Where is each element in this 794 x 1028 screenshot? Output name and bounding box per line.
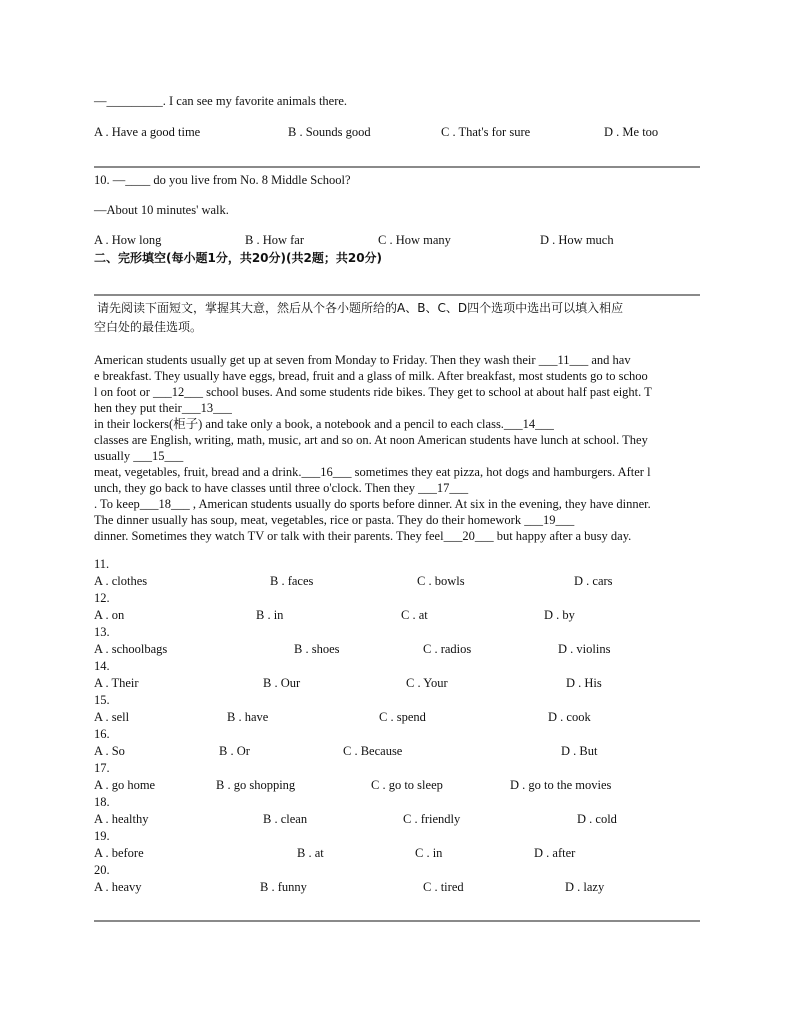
passage-line: unch, they go back to have classes until three o'clock. Then they ___17___ [94,481,469,495]
option-b[interactable]: B . clean [263,812,308,826]
option-d[interactable]: D . by [544,608,575,622]
option-b[interactable]: B . shoes [294,642,340,656]
option-a[interactable]: A . heavy [94,880,142,894]
option-d[interactable]: D . violins [558,642,611,656]
passage-line: usually ___15___ [94,449,184,463]
option-a[interactable]: A . clothes [94,574,148,588]
question-number: 20. [94,863,110,877]
option-c[interactable]: C . go to sleep [371,778,443,792]
passage-line: . To keep___18___ , American students usually do sports before dinner. At six in the evening, they have dinner. [94,497,651,511]
question-number: 13. [94,625,110,639]
q10-answer-line: —About 10 minutes' walk. [94,203,229,217]
passage-line: dinner. Sometimes they watch TV or talk with their parents. They feel___20___ but happy after a busy day. [94,529,632,543]
passage-line: The dinner usually has soup, meat, vegetables, rice or pasta. They do their homework ___19___ [94,513,575,527]
question-number: 14. [94,659,110,673]
instructions-line-1: 请先阅读下面短文，掌握其大意，然后从个各小题所给的A、B、C、D四个选项中选出可以填入相应 [97,301,624,315]
q9-option-b[interactable]: B . Sounds good [288,125,371,139]
option-a[interactable]: A . So [94,744,125,758]
option-c[interactable]: C . Because [343,744,403,758]
option-a[interactable]: A . on [94,608,125,622]
passage-line: l on foot or ___12___ school buses. And some students ride bikes. They get to school at about half past eight. T [94,385,652,399]
question-number: 18. [94,795,110,809]
option-d[interactable]: D . cook [548,710,591,724]
passage-line: American students usually get up at seven from Monday to Friday. Then they wash their ___11___ and hav [94,353,631,367]
q9-option-d[interactable]: D . Me too [604,125,659,139]
option-d[interactable]: D . after [534,846,576,860]
passage-line: hen they put their___13___ [94,401,232,415]
option-c[interactable]: C . at [401,608,428,622]
option-b[interactable]: B . have [227,710,269,724]
option-c[interactable]: C . in [415,846,443,860]
passage-line: e breakfast. They usually have eggs, bread, fruit and a glass of milk. After breakfast, most students go to schoo [94,369,648,383]
option-c[interactable]: C . spend [379,710,426,724]
option-b[interactable]: B . go shopping [216,778,296,792]
option-b[interactable]: B . Our [263,676,301,690]
option-d[interactable]: D . go to the movies [510,778,612,792]
divider [94,166,700,168]
q10-option-d[interactable]: D . How much [540,233,614,247]
passage-line: in their lockers(柜子) and take only a book, a notebook and a pencil to each class.___14___ [94,417,554,431]
option-c[interactable]: C . bowls [417,574,465,588]
instructions-line-2: 空白处的最佳选项。 [94,320,203,334]
option-b[interactable]: B . funny [260,880,307,894]
section-title: 二、完形填空(每小题1分，共20分)(共2题；共20分) [94,251,383,265]
option-b[interactable]: B . Or [219,744,250,758]
option-d[interactable]: D . cold [577,812,617,826]
option-a[interactable]: A . go home [94,778,156,792]
question-number: 12. [94,591,110,605]
q10-option-a[interactable]: A . How long [94,233,162,247]
option-d[interactable]: D . His [566,676,602,690]
q10-option-c[interactable]: C . How many [378,233,451,247]
divider [94,294,700,296]
option-b[interactable]: B . at [297,846,324,860]
passage-line: meat, vegetables, fruit, bread and a drink.___16___ sometimes they eat pizza, hot dogs and hamburgers. After l [94,465,651,479]
q10-option-b[interactable]: B . How far [245,233,305,247]
option-a[interactable]: A . healthy [94,812,149,826]
q10-stem: 10. —____ do you live from No. 8 Middle School? [94,173,351,187]
option-a[interactable]: A . Their [94,676,139,690]
divider [94,920,700,922]
option-c[interactable]: C . radios [423,642,472,656]
q9-option-a[interactable]: A . Have a good time [94,125,201,139]
option-a[interactable]: A . schoolbags [94,642,168,656]
passage-line: classes are English, writing, math, music, art and so on. At noon American students have lunch at school. They [94,433,648,447]
question-number: 16. [94,727,110,741]
option-a[interactable]: A . sell [94,710,130,724]
question-number: 15. [94,693,110,707]
option-b[interactable]: B . in [256,608,284,622]
option-c[interactable]: C . friendly [403,812,461,826]
option-a[interactable]: A . before [94,846,144,860]
q9-dialog: —_________. I can see my favorite animals there. [94,94,348,108]
option-b[interactable]: B . faces [270,574,314,588]
option-d[interactable]: D . But [561,744,598,758]
option-d[interactable]: D . cars [574,574,613,588]
option-c[interactable]: C . Your [406,676,448,690]
q9-option-c[interactable]: C . That's for sure [441,125,531,139]
question-number: 11. [94,557,110,571]
option-d[interactable]: D . lazy [565,880,605,894]
question-number: 19. [94,829,110,843]
option-c[interactable]: C . tired [423,880,464,894]
question-number: 17. [94,761,110,775]
